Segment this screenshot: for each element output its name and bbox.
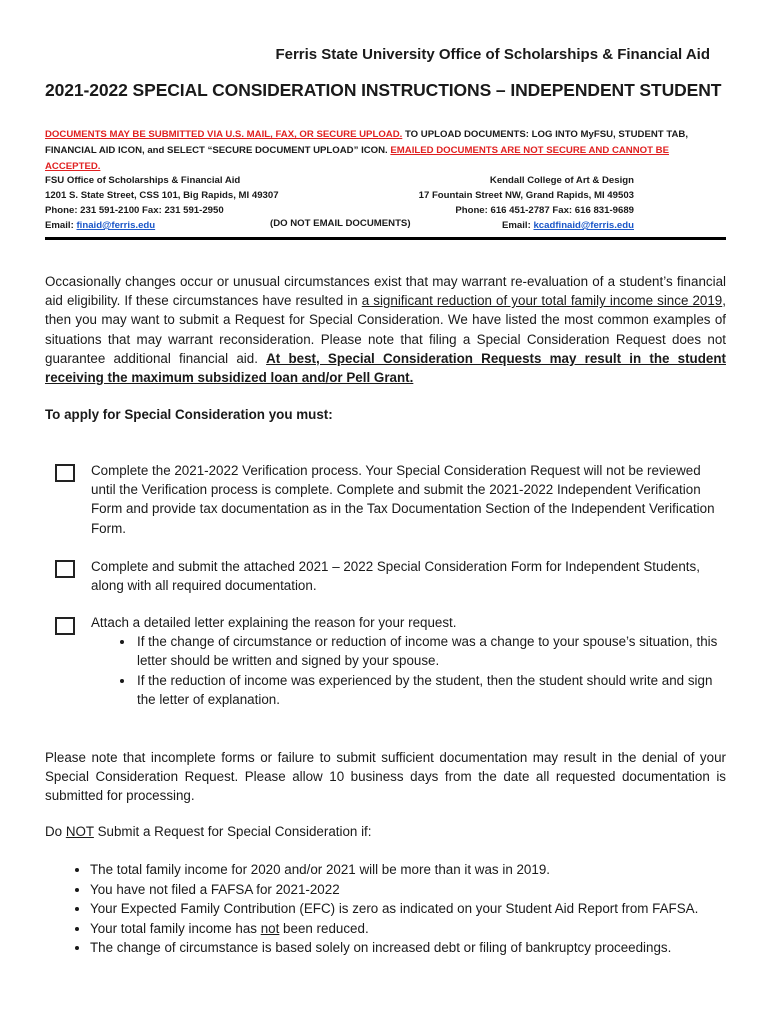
donot-list [45, 860, 726, 958]
requirement-3 [91, 613, 726, 709]
fsu-office-name: FSU Office of Scholarships & Financial Aid [45, 175, 241, 186]
donot-post: Submit a Request for Special Consideration if: [93, 824, 372, 839]
notice-upload-instructions: TO UPLOAD DOCUMENTS: LOG INTO MyFSU, STUDENT TAB, FINANCIAL AID ICON, and SELECT “SECURE DOCUMENT UPLOAD” ICON. [45, 129, 688, 156]
list-item: • If the reduction of income was experienced by the student, then the student should write and sign the letter of explanation. [135, 671, 726, 709]
letter-bullet-list [91, 632, 726, 709]
item4-not: not [260, 920, 280, 936]
requirement-2: Complete and submit the attached 2021 – 2022 Special Consideration Form for Independent Students, along with all required documentation. [91, 559, 700, 594]
item4-pre: Your total family income has [90, 920, 261, 936]
item4-post: been reduced. [279, 920, 369, 936]
intro-text-a: Occasionally changes occur or unusual circumstances exist that may warrant re-evaluation of a student’s financial aid eligibility. If these circumstances have resulted in [45, 274, 726, 309]
fsu-email-link[interactable]: finaid@ferris.edu [76, 220, 156, 231]
notice-mail-fax-upload: DOCUMENTS MAY BE SUBMITTED VIA U.S. MAIL, FAX, OR SECURE UPLOAD. [45, 129, 403, 140]
page-title: 2021-2022 SPECIAL CONSIDERATION INSTRUCTIONS – INDEPENDENT STUDENT [45, 80, 722, 100]
fsu-office-address [45, 173, 279, 233]
list-item: • Your Expected Family Contribution (EFC) is zero as indicated on your Student Aid Report from FAFSA. [90, 899, 726, 919]
list-item: • If the change of circumstance or reduction of income was a change to your spouse’s situation, this letter should be written and signed by your spouse. [135, 632, 726, 670]
email-warning: (DO NOT EMAIL DOCUMENTS) [270, 218, 411, 229]
kendall-office-address [419, 173, 634, 233]
fsu-office-street: 1201 S. State Street, CSS 101, Big Rapids, MI 49307 [45, 190, 279, 201]
list-item: • You have not filed a FAFSA for 2021-2022 [90, 880, 726, 900]
list-item: • The change of circumstance is based solely on increased debt or filing of bankruptcy proceedings. [90, 938, 726, 958]
fsu-office-phone: Phone: 231 591-2100 Fax: 231 591-2950 [45, 205, 224, 216]
kendall-email-link[interactable]: kcadfinaid@ferris.edu [533, 220, 634, 231]
intro-underlined: a significant reduction of your total family income since 2019 [361, 293, 723, 309]
donot-pre: Do [45, 824, 66, 839]
kendall-office-name: Kendall College of Art & Design [489, 175, 634, 186]
fsu-email-label: Email: [45, 220, 74, 231]
notice-email-warning: EMAILED DOCUMENTS ARE NOT SECURE AND CANNOT BE ACCEPTED. [45, 145, 669, 172]
incomplete-note: Please note that incomplete forms or failure to submit sufficient documentation may result in the denial of your Special Consideration Request. Please allow 10 business days from the date all requested documentation is submitted for processing. [45, 750, 726, 804]
apply-heading: To apply for Special Consideration you must: [45, 407, 333, 422]
requirement-2-checkbox[interactable] [55, 560, 75, 578]
list-item: • The total family income for 2020 and/or 2021 will be more than it was in 2019. [90, 860, 726, 880]
divider [45, 237, 726, 240]
intro-paragraph [45, 272, 726, 387]
submission-notice [45, 127, 726, 175]
requirement-1-checkbox[interactable] [55, 464, 75, 482]
office-header: Ferris State University Office of Scholarships & Financial Aid [275, 46, 710, 63]
requirement-1: Complete the 2021-2022 Verification process. Your Special Consideration Request will not be reviewed until the Verification process is complete. Complete and submit the 2021-2022 Independent Verification Form and provide tax documentation as in the Tax Documentation Section of the Independent Verification Form. [91, 463, 715, 536]
intro-bold: At best, Special Consideration Requests may result in the student receiving the maximum subsidized loan and/or Pell Grant. [45, 350, 726, 386]
intro-text-b: , then you may want to submit a Request for Special Consideration. We have listed the most common examples of situations that may warrant reconsideration. Please note that filing a Special Consideration Request does not guarantee additional financial aid. [45, 293, 726, 366]
kendall-office-street: 17 Fountain Street NW, Grand Rapids, MI 49503 [418, 190, 634, 201]
list-item [90, 919, 726, 939]
donot-not: NOT [65, 824, 94, 839]
kendall-email-label: Email: [502, 220, 531, 231]
requirement-3-text: Attach a detailed letter explaining the reason for your request. [91, 615, 457, 630]
donot-heading [45, 824, 372, 839]
kendall-office-phone: Phone: 616 451-2787 Fax: 616 831-9689 [455, 205, 634, 216]
requirement-3-checkbox[interactable] [55, 617, 75, 635]
